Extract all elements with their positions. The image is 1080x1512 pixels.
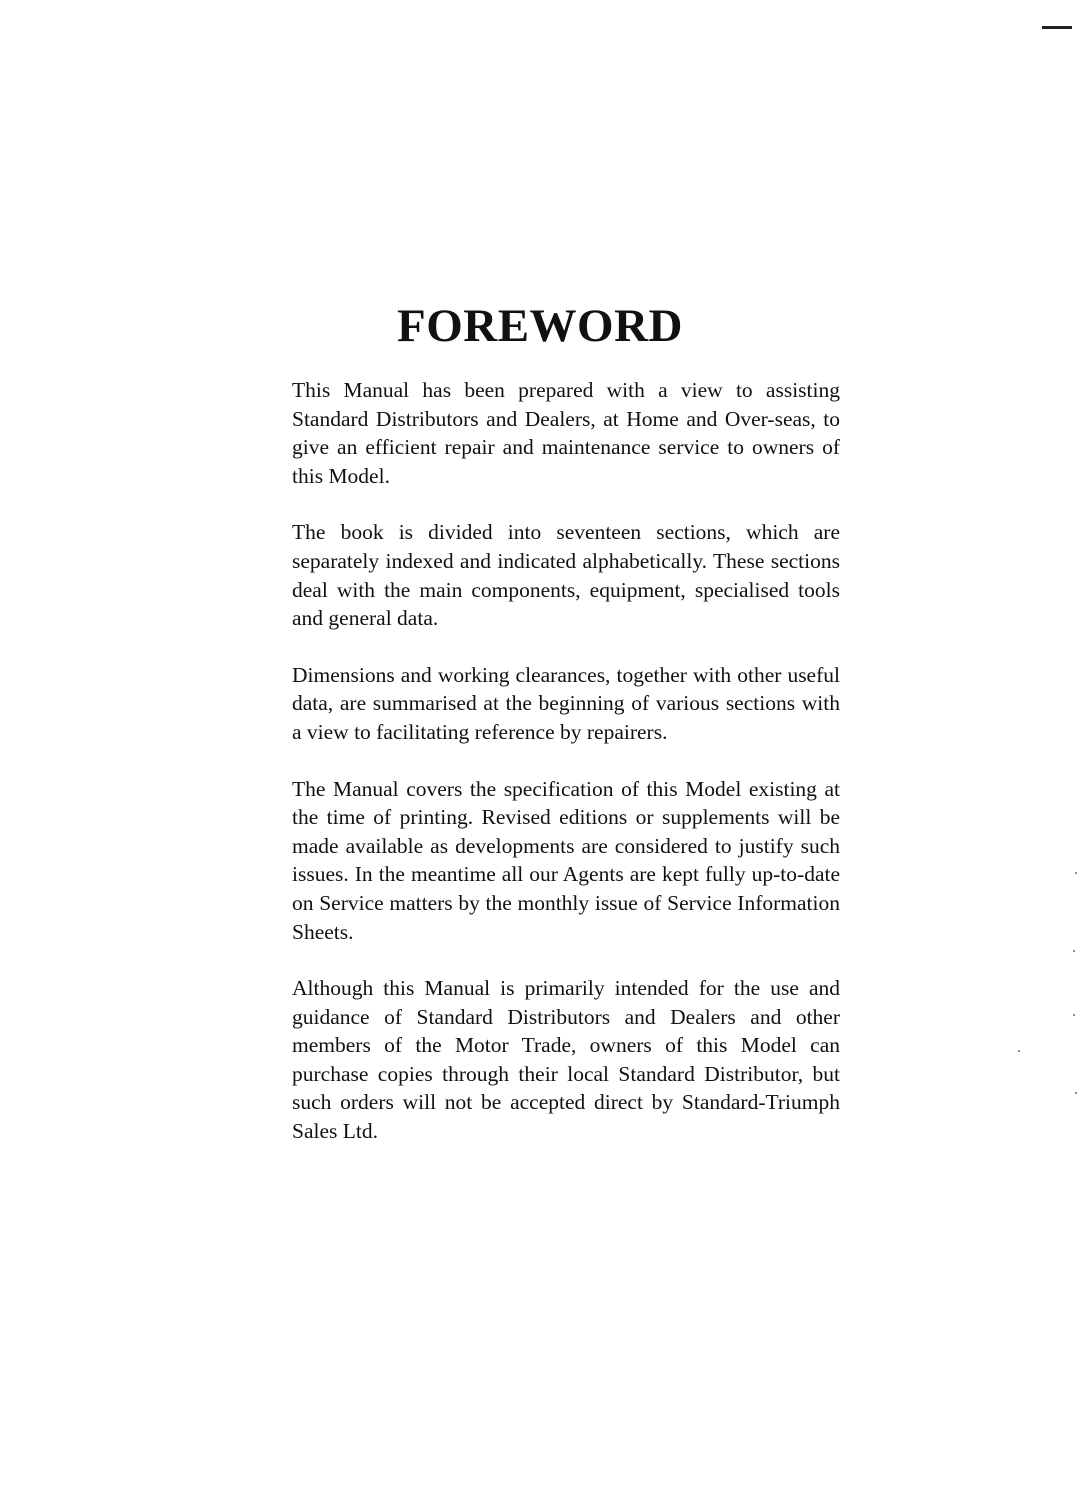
paragraph-purpose: This Manual has been prepared with a view to assisting Standard Distributors and Dealers, at Home and Over-seas, to give an efficient repair and maintenance service to owners of this Model. — [292, 378, 840, 488]
scan-speck — [1075, 1092, 1077, 1094]
scan-edge-mark — [1042, 26, 1072, 29]
paragraph-availability: Although this Manual is primarily intended for the use and guidance of Standard Distributors and Dealers and other members of the Motor Trade, owners of this Model can purchase copies through their local Standard Distributor, but such orders will not be accepted direct by Standard-Triumph Sales Ltd. — [292, 976, 840, 1144]
scan-speck — [1073, 1014, 1075, 1016]
page-title: FOREWORD — [397, 300, 683, 352]
paragraph-specification: The Manual covers the specification of this Model existing at the time of printing. Revised editions or supplements will be made available as developments are considered to justify such issues. In the meantime all our Agents are kept fully up-to-date on Service matters by the monthly issue of Service Information Sheets. — [292, 776, 840, 944]
scan-speck — [1075, 872, 1077, 874]
paragraph-sections: The book is divided into seventeen sections, which are separately indexed and indicated alphabetically. These sections deal with the main components, equipment, specialised tools and general data. — [292, 520, 840, 631]
scan-speck — [1018, 1050, 1020, 1052]
foreword-body — [292, 376, 840, 1174]
paragraph-dimensions: Dimensions and working clearances, together with other useful data, are summarised at the beginning of various sections with a view to facilitating reference by repairers. — [292, 662, 840, 744]
scan-speck — [1073, 950, 1075, 952]
